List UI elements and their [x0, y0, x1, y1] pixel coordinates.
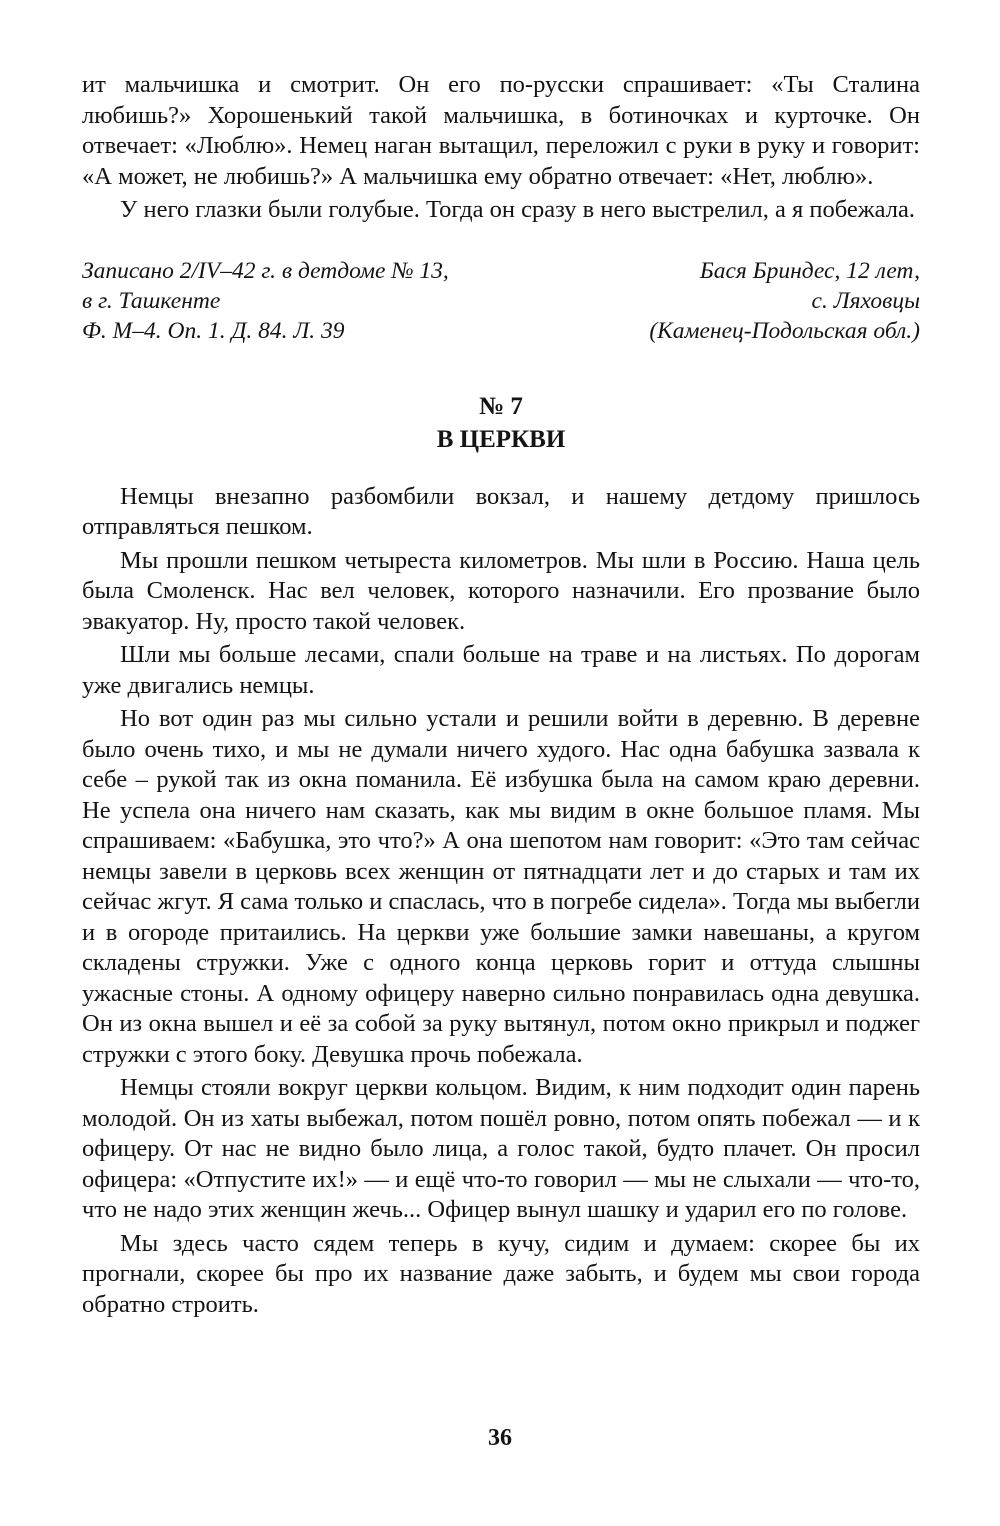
body-paragraph: Но вот один раз мы сильно устали и решили войти в деревню. В деревне было очень тихо, и мы не думали ничего худого. Нас одна бабушка зазвала к себе – рукой так из окна поманила. Её избушка была на самом краю деревни. Не успела она ничего нам сказать, как мы видим в окне большое пламя. Мы спрашиваем: «Бабушка, это что?» А она шепотом нам говорит: «Это там сейчас немцы завели в церковь всех женщин от пятнадцати лет и до старых и там их сейчас жгут. Я сама только и спаслась, что в погребе сидела». Тогда мы выбегли и в огороде притаились. На церкви уже большие замки навешаны, а кругом складены стружки. Уже с одного конца церковь горит и оттуда слышны ужасные стоны. А одному офицеру наверно сильно понравилась одна девушка. Он из окна вышел и её за собой за руку вытянул, потом окно прикрыл и поджег стружки с этого боку. Девушка прочь побежала. — [82, 705, 920, 1068]
record-author-line: с. Ляховцы — [811, 287, 920, 314]
section-title: В ЦЕРКВИ — [436, 425, 566, 453]
record-author — [649, 256, 920, 346]
record-author-line: Бася Бриндес, 12 лет, — [699, 257, 920, 284]
record-source — [82, 256, 449, 346]
intro-paragraph-2: У него глазки были голубые. Тогда он сразу в него выстрелил, а я побежала. — [120, 196, 915, 223]
intro-paragraph-1: ит мальчишка и смотрит. Он его по-русски спрашивает: «Ты Сталина любишь?» Хорошенький такой мальчишка, в ботиночках и курточке. Он отвечает: «Люблю». Немец наган вытащил, переложил с руки в руку и говорит: «А может, не любишь?» А мальчишка ему обратно отвечает: «Нет, люблю». — [82, 71, 920, 190]
body-paragraph: Немцы внезапно разбомбили вокзал, и нашему детдому пришлось отправляться пешком. — [82, 482, 920, 540]
page-number: 36 — [488, 1425, 512, 1451]
body-paragraph: Мы прошли пешком четыреста километров. Мы шли в Россию. Наша цель была Смоленск. Нас вел человек, которого назначили. Его прозвание было эвакуатор. Ну, просто такой человек. — [82, 546, 920, 635]
body-paragraph: Мы здесь часто сядем теперь в кучу, сидим и думаем: скорее бы их прогнали, скорее бы про их название даже забыть, и будем мы свои города обратно строить. — [82, 1229, 920, 1318]
section-number: № 7 — [479, 392, 523, 420]
body-paragraph: Немцы стояли вокруг церкви кольцом. Видим, к ним подходит один парень молодой. Он из хаты выбежал, потом пошёл ровно, потом опять побежал — и к офицеру. От нас не видно было лица, а голос такой, будто плачет. Он просил офицера: «Отпустите их!» — и ещё что-то говорил — мы не слыхали — что-то, что не надо этих женщин жечь... Офицер вынул шашку и ударил его по голове. — [82, 1074, 920, 1223]
record-source-line: в г. Ташкенте — [82, 287, 221, 314]
record-credits — [82, 256, 920, 346]
page-content — [82, 70, 920, 1320]
record-source-line: Записано 2/IV–42 г. в детдоме № 13, — [82, 257, 449, 284]
record-source-line: Ф. М–4. Оп. 1. Д. 84. Л. 39 — [82, 317, 345, 344]
body-paragraph: Шли мы больше лесами, спали больше на траве и на листьях. По дорогам уже двигались немцы. — [82, 641, 920, 699]
record-author-line: (Каменец-Подольская обл.) — [649, 317, 920, 344]
section-body — [82, 482, 920, 1321]
